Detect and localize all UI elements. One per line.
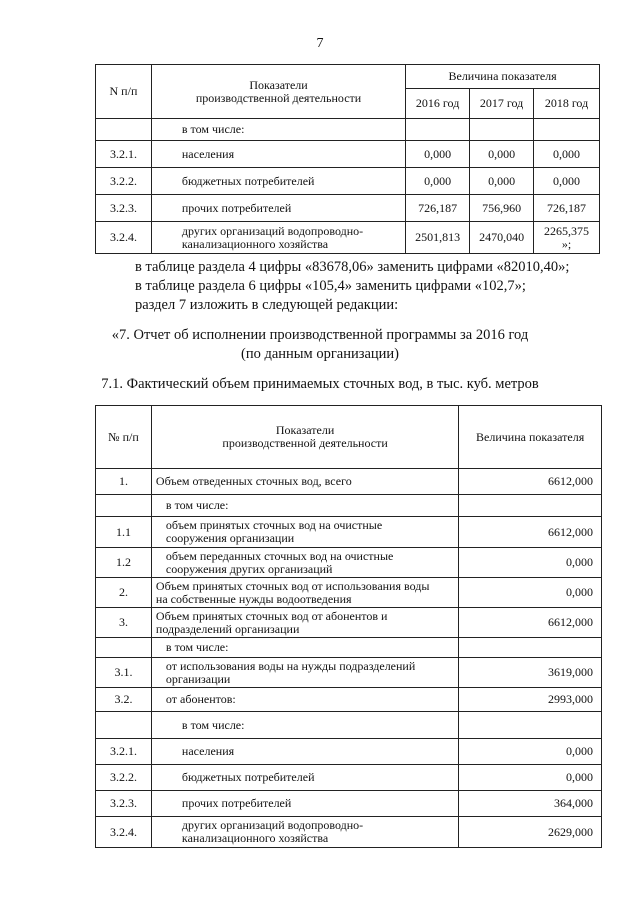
table-row: 3.2.3. прочих потребителей 364,000: [96, 791, 602, 817]
section-heading: «7. Отчет об исполнении производственной программы за 2016 год: [111, 327, 529, 343]
amendment-paragraph: в таблице раздела 4 цифры «83678,06» заменить цифрами «82010,40»;: [135, 259, 570, 275]
page-number: 7: [316, 36, 324, 51]
header-year: 2016 год: [406, 89, 470, 119]
header-year: 2017 год: [470, 89, 534, 119]
header-value: Величина показателя: [406, 65, 600, 89]
table-row: 3.2. от абонентов: 2993,000: [96, 688, 602, 712]
table-row: 3.2.3. прочих потребителей 726,187 756,960 726,187: [96, 195, 600, 222]
table-row: 2. Объем принятых сточных вод от использования воды на собственные нужды водоотведения 0,000: [96, 578, 602, 608]
table-row: в том числе:: [96, 638, 602, 658]
table-row: 3.2.4. других организаций водопроводно- канализационного хозяйства 2501,813 2470,040 2265,375 »;: [96, 222, 600, 254]
table-row: 3.2.4. других организаций водопроводно- канализационного хозяйства 2629,000: [96, 817, 602, 848]
header-indicators: Показатели производственной деятельности: [151, 406, 458, 469]
production-indicators-table: [95, 64, 600, 254]
header-indicators: Показатели производственной деятельности: [151, 65, 405, 119]
table-row: 3.2.1. населения 0,000 0,000 0,000: [96, 141, 600, 168]
table-row: 3.2.2. бюджетных потребителей 0,000: [96, 765, 602, 791]
table-row: 1.1 объем принятых сточных вод на очистные сооружения организации 6612,000: [96, 517, 602, 548]
header-value: Величина показателя: [459, 406, 602, 469]
table-row: в том числе:: [96, 495, 602, 517]
wastewater-volume-table: [95, 405, 602, 848]
table-row: 3.2.1. населения 0,000: [96, 739, 602, 765]
header-num: N п/п: [96, 65, 152, 119]
amendment-paragraph: раздел 7 изложить в следующей редакции:: [135, 297, 399, 313]
table-row: 1. Объем отведенных сточных вод, всего 6612,000: [96, 469, 602, 495]
table-row: 1.2 объем переданных сточных вод на очистные сооружения других организаций 0,000: [96, 548, 602, 578]
subsection-heading: 7.1. Фактический объем принимаемых сточных вод, в тыс. куб. метров: [101, 376, 539, 392]
table-row: 3. Объем принятых сточных вод от абонентов и подразделений организации 6612,000: [96, 608, 602, 638]
section-heading-note: (по данным организации): [240, 346, 399, 362]
table-row: в том числе:: [96, 712, 602, 739]
table-row: в том числе:: [96, 119, 600, 141]
table-row: 3.1. от использования воды на нужды подразделений организации 3619,000: [96, 658, 602, 688]
header-year: 2018 год: [534, 89, 600, 119]
table-row: 3.2.2. бюджетных потребителей 0,000 0,000 0,000: [96, 168, 600, 195]
amendment-paragraph: в таблице раздела 6 цифры «105,4» заменить цифрами «102,7»;: [135, 278, 526, 294]
header-num: № п/п: [96, 406, 152, 469]
